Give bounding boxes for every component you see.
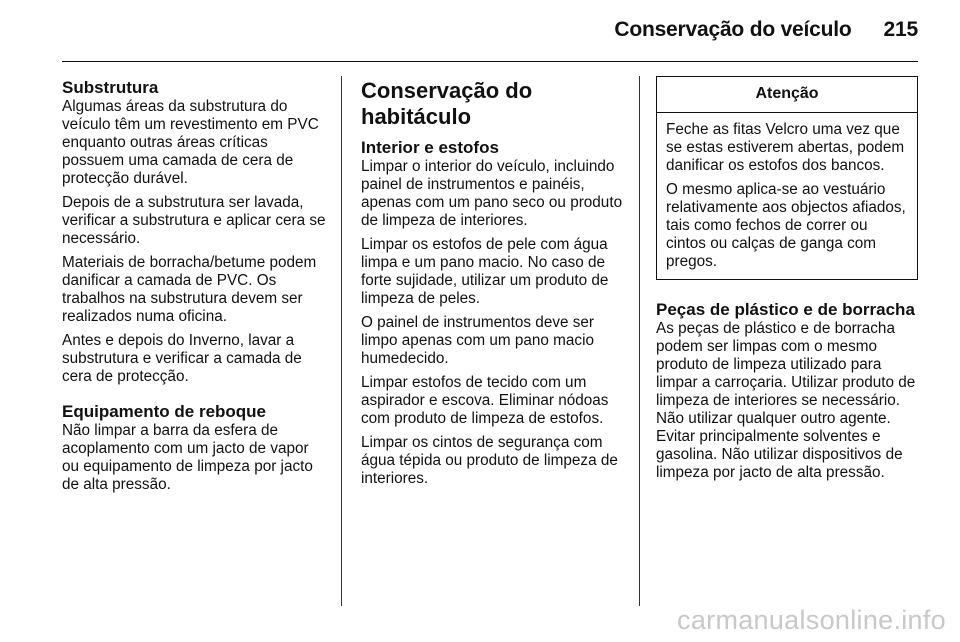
section-heading-plastico-borracha: Peças de plástico e de borracha xyxy=(656,300,915,319)
paragraph: Limpar os estofos de pele com água limpa e um pano macio. No caso de forte sujidade, utilizar um produto de limpeza de peles. xyxy=(361,236,609,307)
column-1 xyxy=(62,78,327,500)
watermark: carmanualsonline.info xyxy=(677,605,946,635)
chapter-title: Conservação do veículo xyxy=(614,18,852,41)
warning-box xyxy=(656,76,918,280)
paragraph: Feche as fitas Velcro uma vez que se estas estiverem abertas, podem danificar os estofos dos bancos. xyxy=(666,121,905,174)
section-heading-substrutura: Substrutura xyxy=(62,78,159,97)
paragraph: As peças de plástico e de borracha podem ser limpas com o mesmo produto de limpeza utilizado para limpar a carroçaria. Utilizar produto de limpeza de interiores se necessário. Não utilizar qualquer outro agente. Evitar principalmente solventes e gasolina. Não utilizar dispositivos de limpeza por jacto de alta pressão. xyxy=(656,320,916,481)
section-heading-interior-estofos: Interior e estofos xyxy=(361,138,499,157)
paragraph: Limpar estofos de tecido com um aspirador e escova. Eliminar nódoas com produto de limpeza de estofos. xyxy=(361,374,609,427)
paragraph: Não limpar a barra da esfera de acoplamento com um jacto de vapor ou equipamento de limpeza por jacto de alta pressão. xyxy=(62,422,313,493)
section-heading-equipamento-reboque: Equipamento de reboque xyxy=(62,402,267,421)
paragraph: Limpar os cintos de segurança com água tépida ou produto de limpeza de interiores. xyxy=(361,434,618,487)
paragraph: Limpar o interior do veículo, incluindo painel de instrumentos e painéis, apenas com um pano seco ou produto de limpeza de interiores. xyxy=(361,158,623,229)
section-plastico-borracha xyxy=(656,300,920,482)
warning-body xyxy=(657,113,917,279)
column-divider-1 xyxy=(341,76,342,606)
paragraph: Antes e depois do Inverno, lavar a substrutura e verificar a camada de cera de protecção. xyxy=(62,332,302,385)
page-header xyxy=(0,18,918,42)
paragraph: Algumas áreas da substrutura do veículo têm um revestimento em PVC enquanto outras áreas críticas possuem uma camada de cera de protecção durável. xyxy=(62,98,319,187)
paragraph: Materiais de borracha/betume podem danificar a camada de PVC. Os trabalhos na substrutura devem ser realizados numa oficina. xyxy=(62,254,317,325)
column-3 xyxy=(656,76,920,488)
page-number: 215 xyxy=(883,18,918,41)
paragraph: Depois de a substrutura ser lavada, verificar a substrutura e aplicar cera se necessário. xyxy=(62,194,326,247)
paragraph: O painel de instrumentos deve ser limpo apenas com um pano macio humedecido. xyxy=(361,314,594,367)
main-heading: Conservação do habitáculo xyxy=(361,78,533,129)
header-divider xyxy=(62,61,918,62)
column-2 xyxy=(361,78,627,494)
warning-title: Atenção xyxy=(657,77,917,113)
paragraph: O mesmo aplica-se ao vestuário relativamente aos objectos afiados, tais como fechos de correr ou cintos ou calças de ganga com pregos. xyxy=(666,181,906,270)
column-divider-2 xyxy=(639,76,640,606)
